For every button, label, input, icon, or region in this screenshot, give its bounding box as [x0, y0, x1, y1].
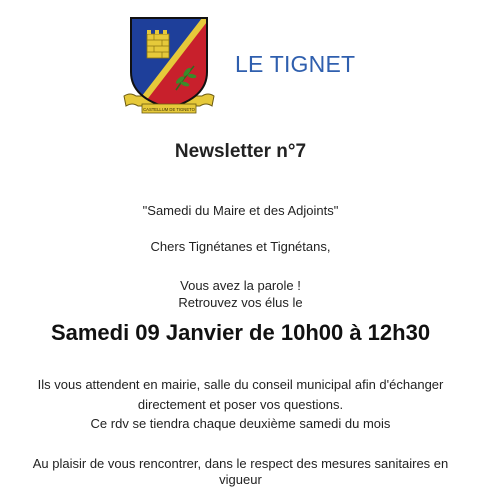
body-line-3: Ce rdv se tiendra chaque deuxième samedi du mois — [90, 416, 391, 431]
event-name: "Samedi du Maire et des Adjoints" — [142, 203, 339, 218]
body-line-5: vigueur — [219, 472, 262, 487]
body-line-2: directement et poser vos questions. — [137, 397, 344, 412]
body-line-4: Au plaisir de vous rencontrer, dans le respect des mesures sanitaires en — [32, 456, 449, 471]
intro-line-1: Vous avez la parole ! — [180, 278, 301, 293]
event-date-time: Samedi 09 Janvier de 10h00 à 12h30 — [50, 320, 431, 345]
coat-of-arms-logo — [122, 14, 216, 120]
tower-icon — [147, 30, 169, 58]
body-line-1: Ils vous attendent en mairie, salle du conseil municipal afin d'échanger — [37, 377, 444, 392]
newsletter-title: Newsletter n°7 — [174, 141, 307, 162]
town-name: LE TIGNET — [235, 51, 356, 77]
intro-line-2: Retrouvez vos élus le — [178, 295, 303, 310]
greeting: Chers Tignétanes et Tignétans, — [150, 239, 331, 254]
crest-motto: CASTELLUM DE TIGNETO — [143, 107, 195, 112]
